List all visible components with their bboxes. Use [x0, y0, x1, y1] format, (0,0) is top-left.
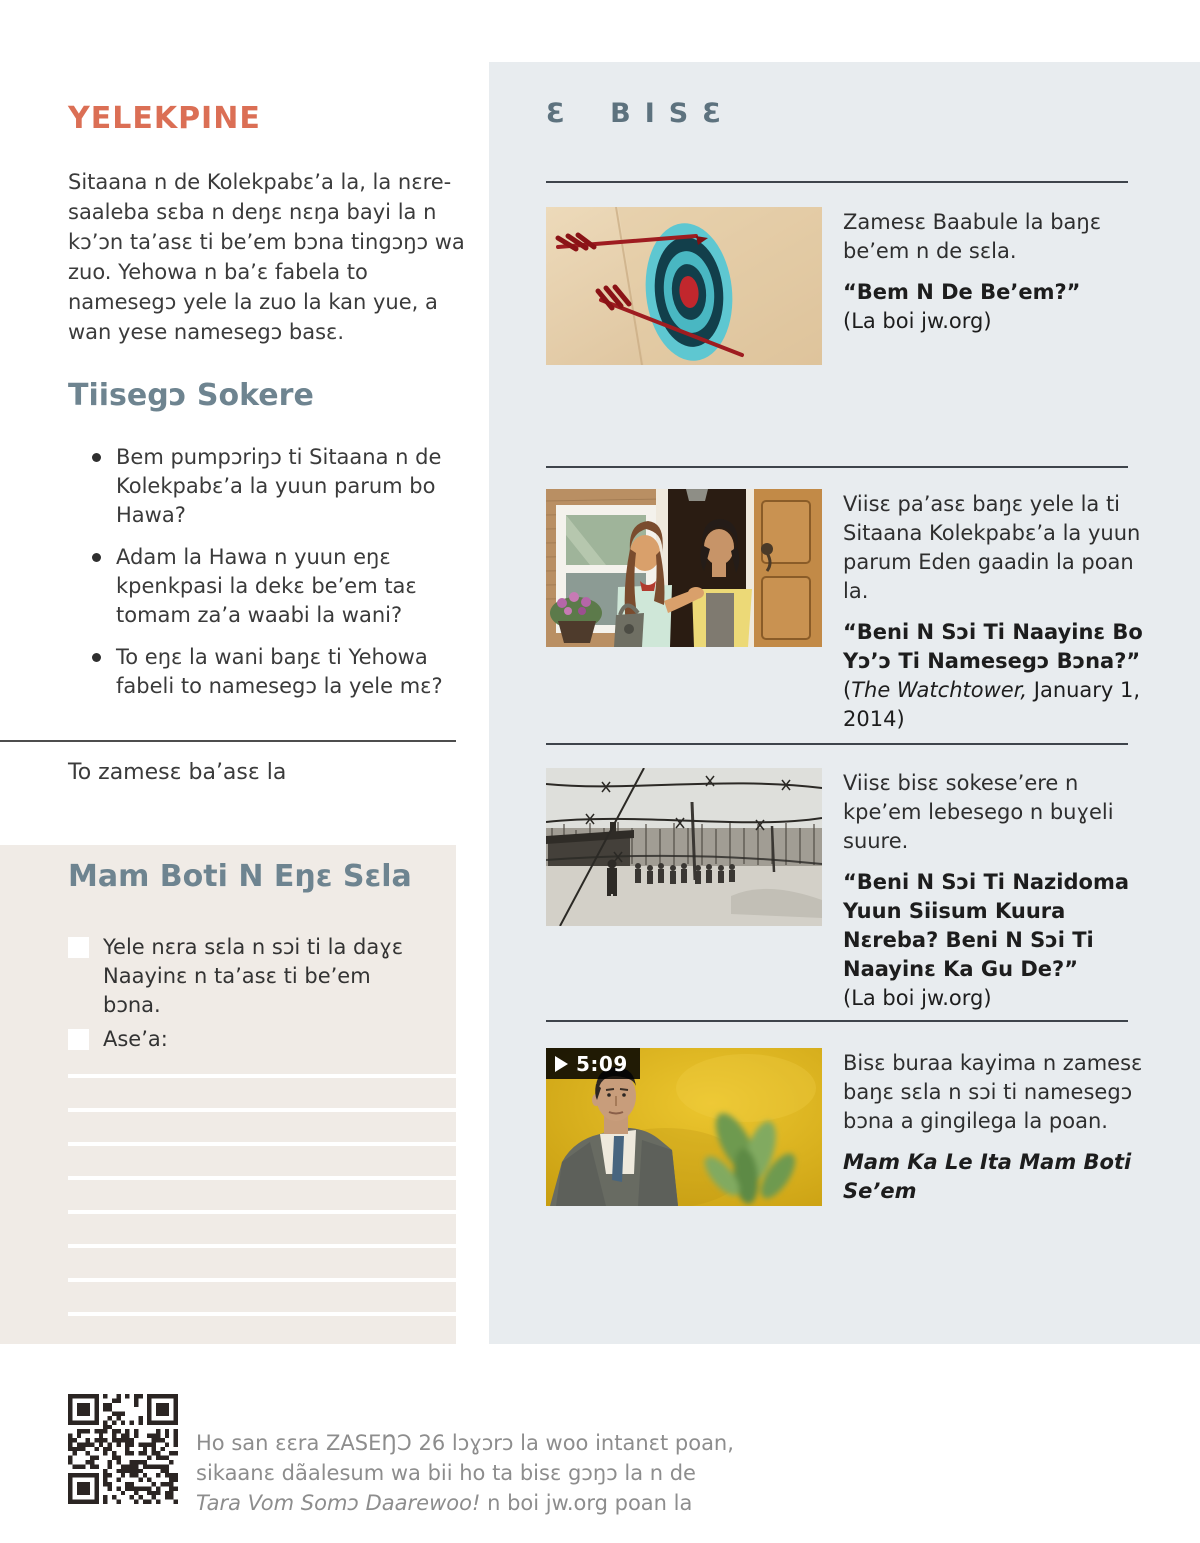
media-caption: Zamesɛ Baabule la baŋɛ be’em n de sɛla. — [843, 210, 1102, 263]
reference-title: “Beni N Sɔi Ti Naayinɛ Bo Yɔ’ɔ Ti Namesegɔ Bɔna?” — [843, 620, 1143, 673]
writing-line — [68, 1108, 456, 1112]
checkbox[interactable] — [68, 937, 89, 958]
goal-notebox — [0, 845, 456, 1344]
publication-title: Tara Vom Somɔ Daarewoo! — [196, 1491, 481, 1515]
video-duration-badge — [546, 1048, 640, 1079]
media-panel-title: Ɛ BISƐ — [546, 98, 736, 129]
video-thumbnail[interactable] — [546, 1048, 822, 1206]
media-caption: Bisɛ buraa kayima n zamesɛ baŋɛ sɛla n sɔi ti namesegɔ bɔna a gingilega la poan. — [843, 1051, 1143, 1133]
checkbox[interactable] — [68, 1029, 89, 1050]
camp-barbed-wire-photo — [546, 768, 822, 926]
media-divider — [546, 181, 1128, 183]
media-divider — [546, 743, 1128, 745]
writing-line — [68, 1074, 456, 1078]
reference-title: “Beni N Sɔi Ti Nazidoma Yuun Siisum Kuura Nɛreba? Beni N Sɔi Ti Naayinɛ Ka Gu De?” — [843, 870, 1129, 981]
video-duration: 5:09 — [576, 1051, 628, 1076]
reference-source: (La boi jw.org) — [843, 986, 992, 1010]
media-item-text — [843, 769, 1148, 1013]
writing-line — [68, 1312, 456, 1316]
writing-line — [68, 1278, 456, 1282]
footer-note: Ho san ɛɛra ZASEŊƆ 26 lɔɣɔrɔ la woo intanɛt poan, sikaanɛ dãalesum wa bii ho ta bisɛ gɔŋɔ la n de Tara Vom Somɔ Daarewoo! n boi jw.org poan la — [196, 1431, 734, 1515]
media-caption: Viisɛ pa’asɛ baŋɛ yele la ti Sitaana Kolekpabɛ’a la yuun parum Eden gaadin la poan la. — [843, 492, 1141, 603]
writing-line — [68, 1244, 456, 1248]
checklist-label: Ase’a: — [103, 1027, 168, 1051]
question-item: Bem pumpɔriŋɔ ti Sitaana n de Kolekpabɛ’a la yuun parum bo Hawa? — [68, 443, 468, 530]
media-item-text — [843, 490, 1148, 734]
page-title: YELEKPINE — [68, 101, 261, 136]
door-conversation-photo — [546, 489, 822, 647]
play-icon — [555, 1056, 568, 1072]
reference-date: January 1, 2014) — [843, 678, 1141, 731]
writing-line — [68, 1176, 456, 1180]
qr-code — [68, 1394, 178, 1504]
media-reference — [843, 278, 1148, 336]
writing-lines — [68, 1074, 456, 1346]
checklist-label: Yele nɛra sɛla n sɔi ti la daɣɛ Naayinɛ n ta’asɛ ti be’em bɔna. — [103, 935, 404, 1017]
media-reference — [843, 868, 1148, 1013]
notebox-title: Mam Boti N Eŋɛ Sɛla — [68, 859, 412, 894]
left-divider — [0, 740, 456, 742]
media-panel — [489, 62, 1200, 1344]
checklist-item — [68, 933, 418, 1020]
media-item-text — [843, 208, 1148, 336]
media-reference: “Beni N Sɔi Ti Naayinɛ Bo Yɔ’ɔ Ti Namesegɔ Bɔna?” (The Watchtower, January 1, 2014) — [843, 620, 1143, 731]
media-divider — [546, 466, 1128, 468]
media-caption: Viisɛ bisɛ sokese’ere n kpe’em lebesego n buɣeli suure. — [843, 771, 1114, 853]
section-title-review-questions: Tiisegɔ Sokere — [68, 378, 314, 413]
closing-note: To zamesɛ ba’asɛ la — [68, 760, 287, 785]
checklist-item — [68, 1025, 418, 1054]
question-item: To eŋɛ la wani baŋɛ ti Yehowa fabeli to namesegɔ la yele mɛ? — [68, 643, 468, 701]
reference-source: (La boi jw.org) — [843, 309, 992, 333]
media-item-text — [843, 1049, 1148, 1206]
media-reference: Mam Ka Le Ita Mam Boti Se’em — [843, 1150, 1132, 1203]
media-divider — [546, 1020, 1128, 1022]
reference-publication: The Watchtower, — [851, 678, 1028, 702]
writing-line — [68, 1210, 456, 1214]
target-missed-arrows-illustration — [546, 207, 822, 365]
question-list — [68, 443, 468, 714]
writing-line — [68, 1142, 456, 1146]
reference-title: “Bem N De Be’em?” — [843, 280, 1081, 304]
question-item: Adam la Hawa n yuun eŋɛ kpenkpasi la dekɛ be’em taɛ tomam za’a waabi la wani? — [68, 543, 468, 630]
intro-paragraph: Sitaana n de Kolekpabɛ’a la, la nɛre-saaleba sɛba n deŋɛ nɛŋa bayi la n kɔ’ɔn ta’asɛ ti be’em bɔna tingɔŋɔ wa zuo. Yehowa n ba’ɛ fabela to namesegɔ yele la zuo la kan yue, a wan yese namesegɔ basɛ. — [68, 170, 465, 344]
